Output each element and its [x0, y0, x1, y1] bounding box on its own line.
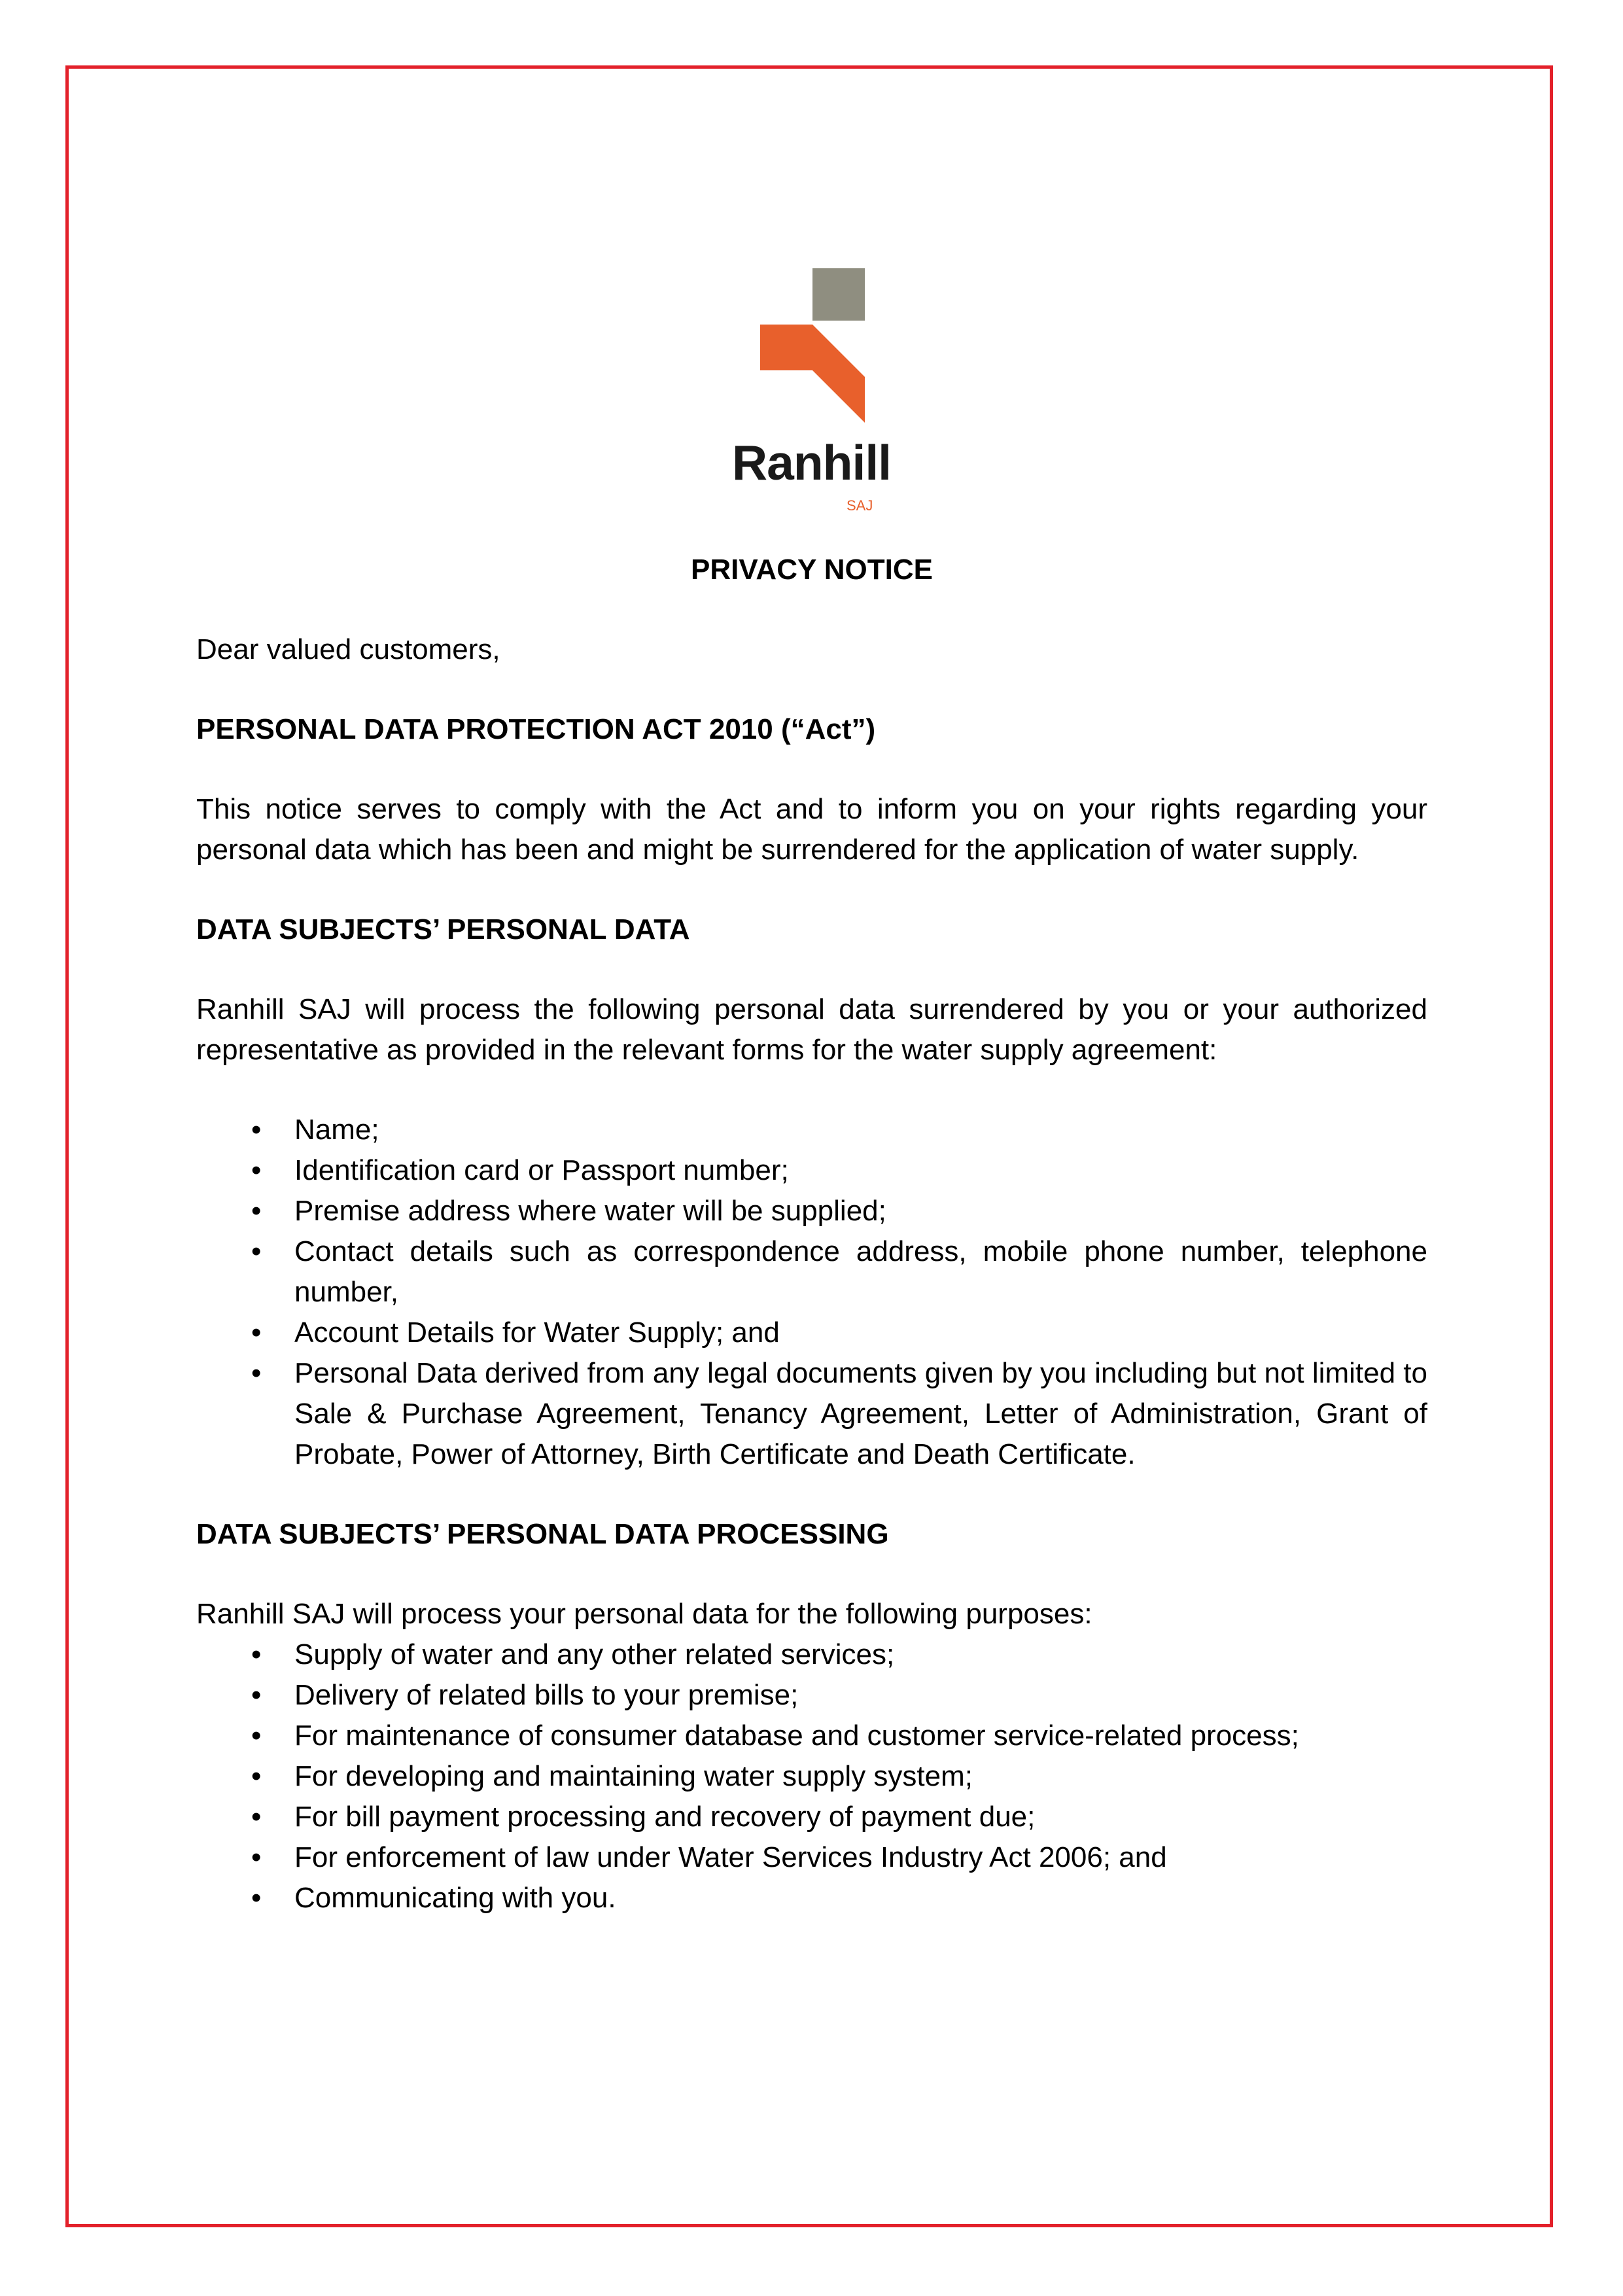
bullet-icon: •: [251, 1882, 262, 1914]
bullet-icon: •: [251, 1841, 262, 1873]
list-item-text: Premise address where water will be supplied;: [294, 1195, 886, 1227]
bullet-icon: •: [251, 1114, 262, 1146]
list-item: [196, 1150, 1427, 1191]
document-title: PRIVACY NOTICE: [691, 554, 933, 586]
logo-orange-shape: [760, 325, 865, 423]
list-item: [196, 1756, 1427, 1797]
bullet-icon: •: [251, 1357, 262, 1389]
intro-paragraph: This notice serves to comply with the Act and to inform you on your rights regarding your personal data which has been and might be surrendered for the application of water supply.: [196, 793, 1427, 866]
company-logo: [720, 268, 903, 523]
document-body: [196, 550, 1427, 1958]
bullet-icon: •: [251, 1720, 262, 1752]
list-item: [196, 1878, 1427, 1918]
greeting: Dear valued customers,: [196, 633, 500, 665]
act-heading: PERSONAL DATA PROTECTION ACT 2010 (“Act”): [196, 713, 876, 745]
logo-gray-square: [812, 268, 865, 321]
list-item-text: For enforcement of law under Water Services Industry Act 2006; and: [294, 1841, 1167, 1873]
bullet-icon: •: [251, 1679, 262, 1711]
personal-data-list: [196, 1110, 1427, 1475]
bullet-icon: •: [251, 1638, 262, 1670]
list-item: [196, 1634, 1427, 1675]
bullet-icon: •: [251, 1316, 262, 1349]
list-item-text: Delivery of related bills to your premise;: [294, 1679, 799, 1711]
list-item-text: Supply of water and any other related services;: [294, 1638, 895, 1670]
list-item-text: Account Details for Water Supply; and: [294, 1316, 780, 1349]
list-item-text: For bill payment processing and recovery of payment due;: [294, 1801, 1036, 1833]
list-item-text: Contact details such as correspondence address, mobile phone number, telephone number,: [294, 1235, 1427, 1308]
bullet-icon: •: [251, 1801, 262, 1833]
list-item: [196, 1837, 1427, 1878]
list-item-text: Name;: [294, 1114, 379, 1146]
section-intro-processing: Ranhill SAJ will process your personal data for the following purposes:: [196, 1598, 1092, 1630]
list-item: [196, 1231, 1427, 1313]
section-heading-personal-data: DATA SUBJECTS’ PERSONAL DATA: [196, 913, 690, 945]
list-item: [196, 1716, 1427, 1756]
section-intro-personal-data: Ranhill SAJ will process the following personal data surrendered by you or your authorized representative as provided in the relevant forms for the water supply agreement:: [196, 993, 1427, 1066]
list-item: [196, 1797, 1427, 1837]
logo-wordmark: Ranhill: [732, 435, 892, 490]
bullet-icon: •: [251, 1760, 262, 1792]
logo-subtext: SAJ: [846, 497, 873, 514]
list-item-text: Personal Data derived from any legal documents given by you including but not limited to Sale & Purchase Agreement, Tenancy Agreement, Letter of Administration, Grant of Probate, Power of Attorney, Birth Certificate and Death Certificate.: [294, 1357, 1427, 1470]
list-item: [196, 1110, 1427, 1150]
bullet-icon: •: [251, 1235, 262, 1267]
logo-mark-icon: [720, 268, 903, 432]
bullet-icon: •: [251, 1154, 262, 1186]
section-heading-processing: DATA SUBJECTS’ PERSONAL DATA PROCESSING: [196, 1518, 889, 1550]
list-item: [196, 1675, 1427, 1716]
processing-purposes-list: [196, 1634, 1427, 1918]
list-item-text: For developing and maintaining water supply system;: [294, 1760, 973, 1792]
list-item: [196, 1313, 1427, 1353]
list-item: [196, 1191, 1427, 1231]
list-item: [196, 1353, 1427, 1475]
list-item-text: Communicating with you.: [294, 1882, 616, 1914]
list-item-text: Identification card or Passport number;: [294, 1154, 789, 1186]
bullet-icon: •: [251, 1195, 262, 1227]
list-item-text: For maintenance of consumer database and customer service-related process;: [294, 1720, 1299, 1752]
